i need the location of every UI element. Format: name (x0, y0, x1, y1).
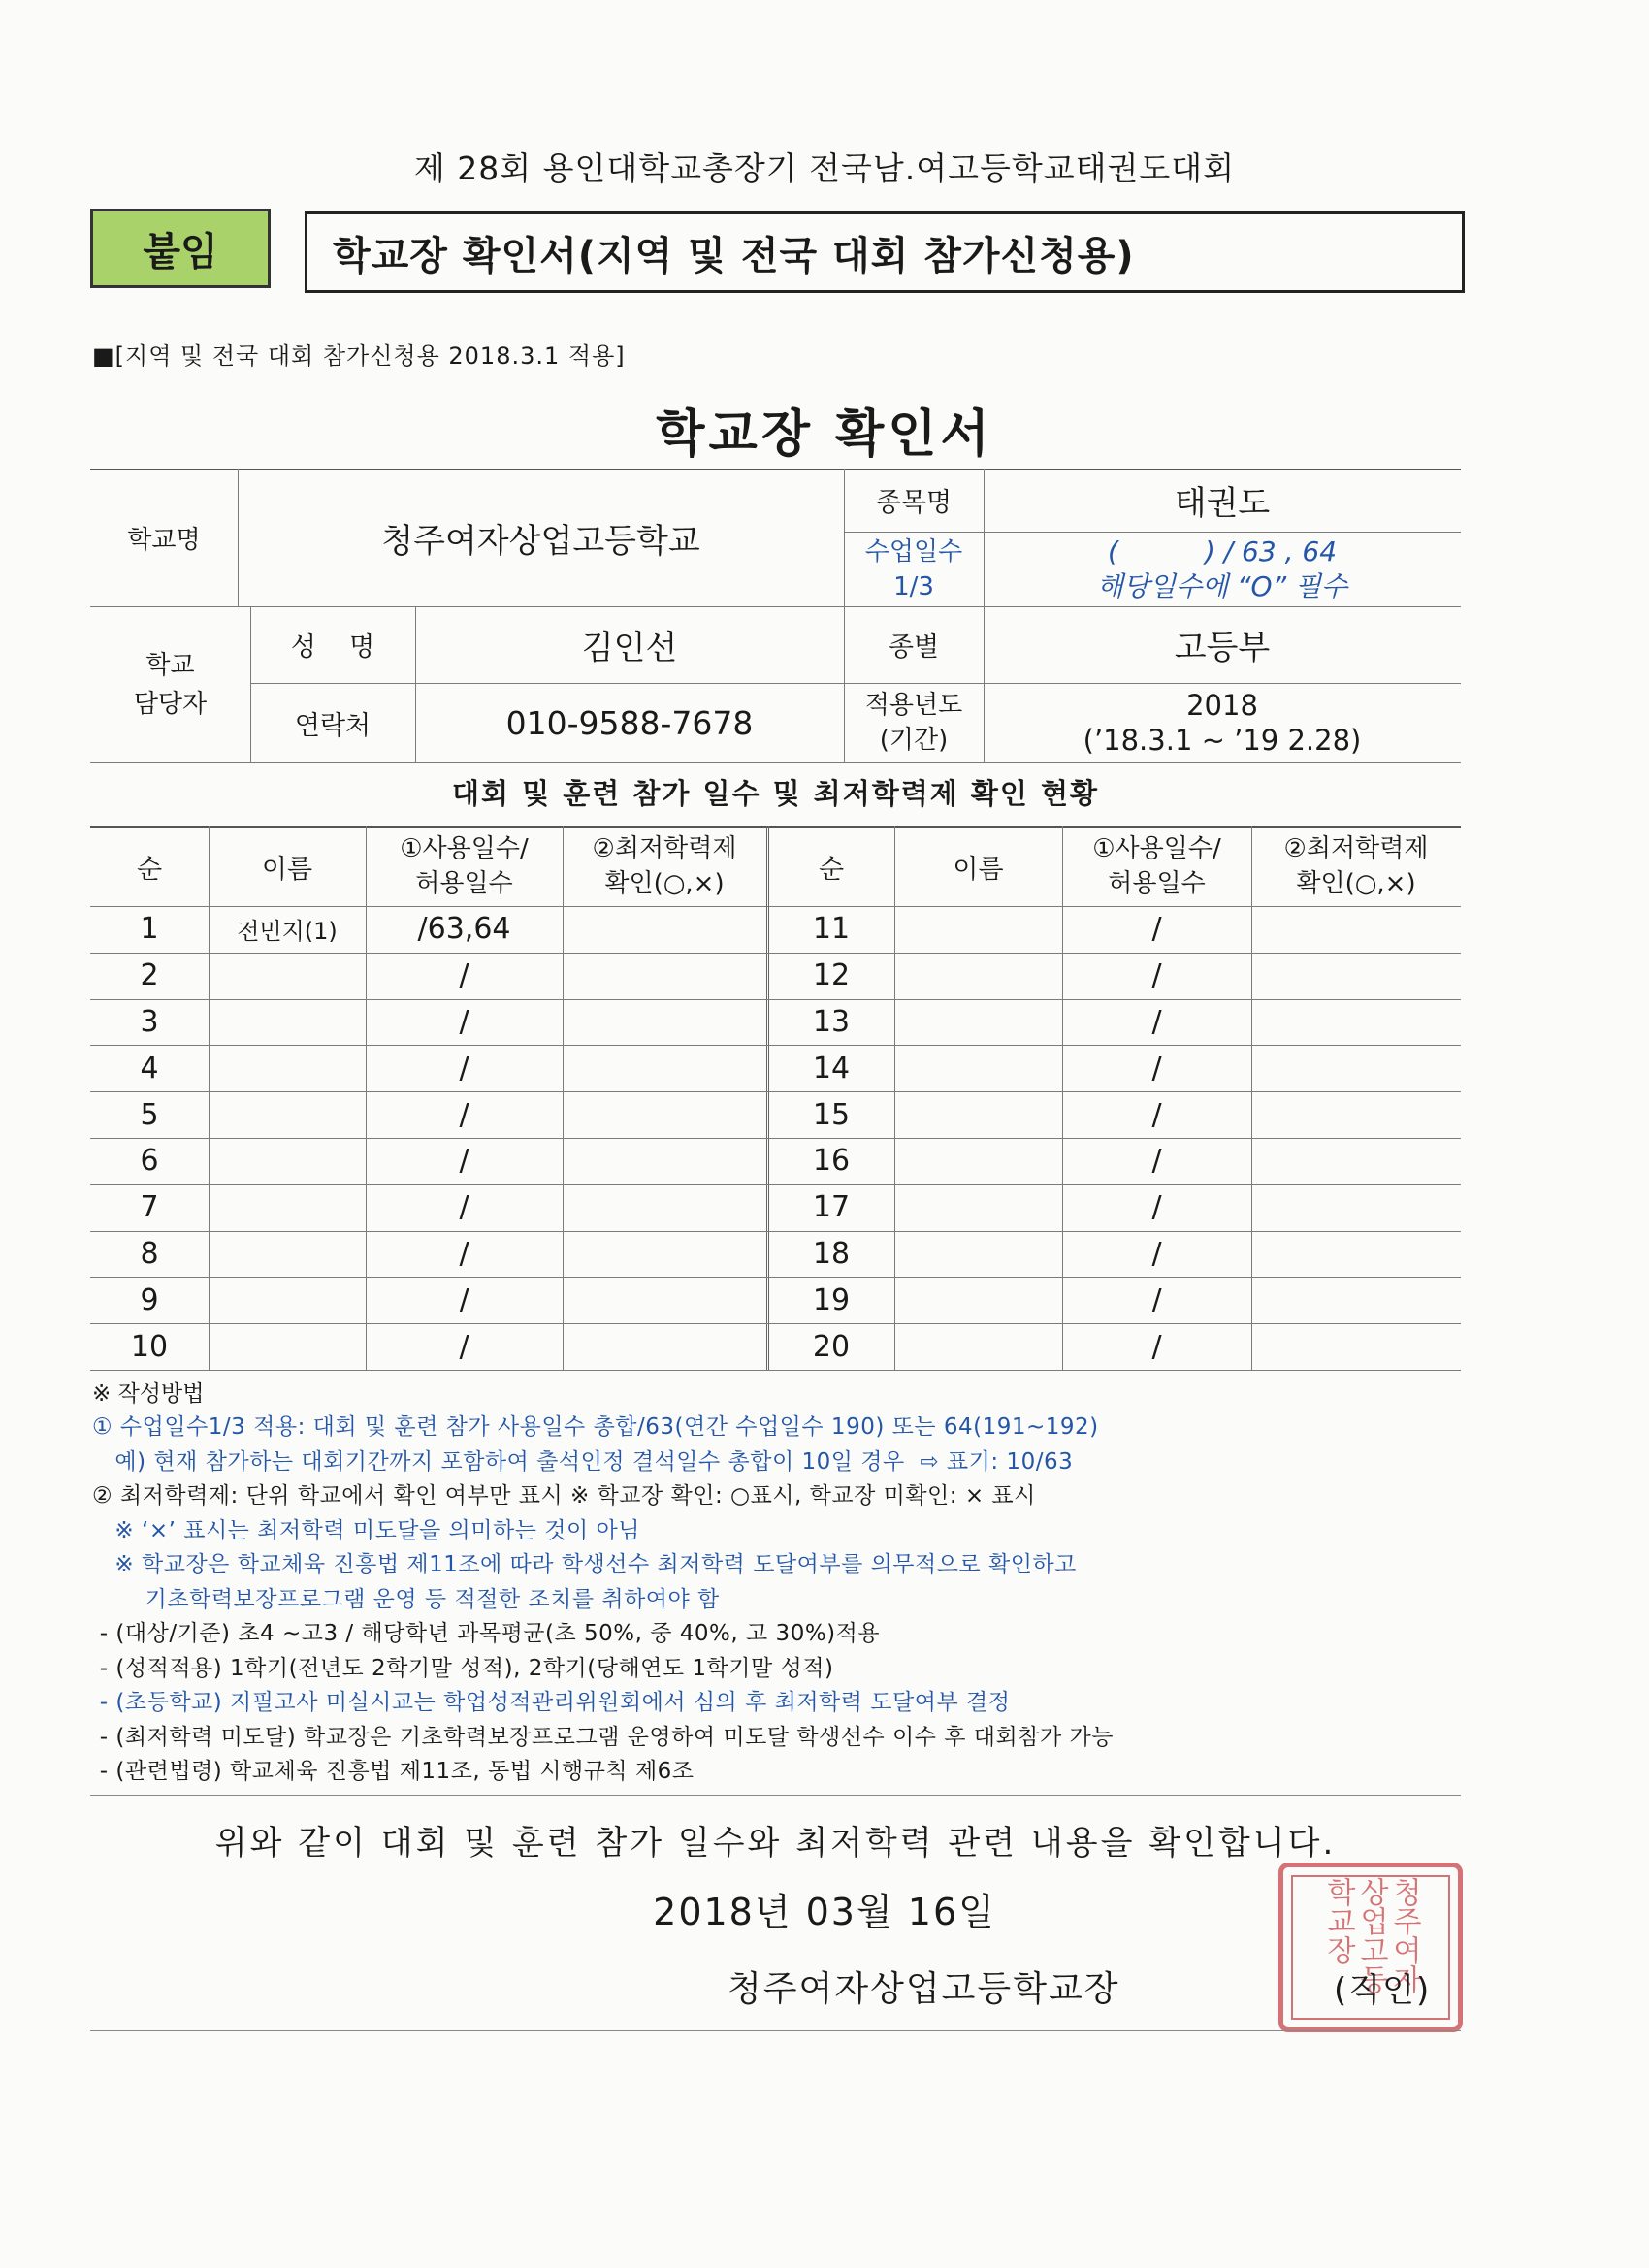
manager-label-line1: 학교 (146, 650, 195, 680)
year-label-line2: (기간) (879, 726, 949, 755)
row-9-check (563, 1277, 766, 1323)
box-title: 학교장 확인서(지역 및 전국 대회 참가신청용) (305, 211, 1465, 293)
class-days-label-line1: 수업일수 (864, 536, 963, 567)
row-8-no: 8 (140, 1236, 159, 1271)
form-title: 학교장 확인서 (656, 405, 993, 464)
class-days-value-line1: ( ) / 63 , 64 (1107, 535, 1338, 567)
row-19-name (894, 1277, 1062, 1323)
row-9-name (209, 1277, 366, 1323)
col-check-right-line1: ②최저학력제 (1283, 834, 1429, 863)
note-line-7: - (대상/기준) 초4 ~고3 / 해당학년 과목평균(초 50%, 중 40%, 고 30%)적용 (92, 1621, 881, 1646)
row-18-check (1251, 1231, 1461, 1278)
row-20-name (894, 1323, 1062, 1370)
class-days-label-line2: 1/3 (893, 571, 934, 601)
year-value-line2: (’18.3.1 ~ ’19 2.28) (1083, 724, 1362, 757)
class-days-value-line2: 해당일수에 “O” 필수 (1096, 569, 1348, 602)
note-line-4: ※ ‘×’ 표시는 최저학력 미도달을 의미하는 것이 아님 (92, 1517, 640, 1543)
row-16-name (894, 1138, 1062, 1184)
row-18-name (894, 1231, 1062, 1278)
note-line-10: - (최저학력 미도달) 학교장은 기초학력보장프로그램 운영하여 미도달 학생선수 이수 후 대회참가 가능 (92, 1724, 1114, 1750)
row-8-check (563, 1231, 766, 1278)
row-1-no: 1 (140, 912, 159, 947)
row-12-name (894, 953, 1062, 999)
row-15-no: 15 (812, 1097, 851, 1132)
row-15-name (894, 1091, 1062, 1138)
row-12-no: 12 (812, 958, 851, 993)
name-label: 성 명 (290, 632, 375, 663)
row-8-days: / (459, 1236, 469, 1271)
confirm-statement: 위와 같이 대회 및 훈련 참가 일수와 최저학력 관련 내용을 확인합니다. (214, 1824, 1337, 1863)
seal-label: (직인) (1334, 1971, 1432, 2010)
notes-heading: ※ 작성방법 (92, 1381, 205, 1407)
row-3-days: / (459, 1004, 469, 1039)
row-20-no: 20 (812, 1329, 851, 1364)
col-days-right-line1: ①사용일수/ (1092, 834, 1221, 863)
note-line-8: - (성적적용) 1학기(전년도 2학기말 성적), 2학기(당해연도 1학기말 성적) (92, 1655, 834, 1681)
row-4-name (209, 1045, 366, 1091)
row-16-no: 16 (812, 1144, 851, 1179)
row-11-days: / (1151, 912, 1162, 947)
col-days-left (366, 826, 563, 906)
manager-label (90, 606, 250, 762)
row-13-days: / (1151, 1004, 1162, 1039)
row-17-check (1251, 1184, 1461, 1231)
row-6-no: 6 (140, 1144, 159, 1179)
row-3-check (563, 999, 766, 1046)
year-value (984, 683, 1461, 762)
row-3-no: 3 (140, 1004, 159, 1039)
row-19-days: / (1151, 1282, 1162, 1317)
row-13-no: 13 (812, 1004, 851, 1039)
status-title: 대회 및 훈련 참가 일수 및 최저학력제 확인 현황 (451, 777, 1100, 810)
row-7-days: / (459, 1190, 469, 1225)
year-label (844, 683, 984, 762)
note-line-3: ② 최저학력제: 단위 학교에서 확인 여부만 표시 ※ 학교장 확인: ○표시, 학교장 미확인: × 표시 (92, 1483, 1036, 1508)
note-line-6: 기초학력보장프로그램 운영 등 적절한 조치를 취하여야 함 (92, 1586, 720, 1612)
col-name-left: 이름 (261, 854, 313, 885)
row-5-name (209, 1091, 366, 1138)
row-16-days: / (1151, 1144, 1162, 1179)
col-days-right (1062, 826, 1251, 906)
class-days-label (844, 532, 984, 606)
col-days-left-line1: ①사용일수/ (400, 834, 529, 863)
row-16-check (1251, 1138, 1461, 1184)
note-line-5: ※ 학교장은 학교체육 진흥법 제11조에 따라 학생선수 최저학력 도달여부를 의무적으로 확인하고 (92, 1552, 1077, 1577)
row-14-check (1251, 1045, 1461, 1091)
year-label-line1: 적용년도 (864, 691, 963, 720)
row-6-check (563, 1138, 766, 1184)
row-6-days: / (459, 1144, 469, 1179)
row-1-days: /63,64 (417, 912, 511, 947)
division-value: 고등부 (1174, 629, 1271, 667)
row-18-no: 18 (812, 1236, 851, 1271)
row-10-days: / (459, 1329, 469, 1364)
name-value: 김인선 (581, 629, 678, 667)
row-14-days: / (1151, 1051, 1162, 1085)
row-19-check (1251, 1277, 1461, 1323)
principal-name: 청주여자상업고등학교장 (728, 1969, 1120, 2009)
school-value: 청주여자상업고등학교 (381, 521, 700, 561)
col-check-left-line1: ②최저학력제 (592, 834, 737, 863)
form-subtitle: ■[지역 및 전국 대회 참가신청용 2018.3.1 적용] (92, 342, 626, 370)
attachment-badge: 붙임 (90, 209, 271, 288)
class-days-value (984, 532, 1461, 606)
row-17-name (894, 1184, 1062, 1231)
sport-label: 종목명 (875, 488, 953, 518)
col-name-right: 이름 (953, 854, 1004, 885)
row-13-check (1251, 999, 1461, 1046)
division-label: 종별 (888, 632, 940, 663)
contact-label: 연락처 (294, 710, 372, 741)
col-check-left-line2: 확인(○,×) (604, 869, 725, 898)
row-1-name: 전민지(1) (237, 918, 338, 946)
row-2-check (563, 953, 766, 999)
row-11-check (1251, 906, 1461, 953)
row-11-name (894, 906, 1062, 953)
contact-value: 010-9588-7678 (505, 703, 754, 742)
row-3-name (209, 999, 366, 1046)
row-7-check (563, 1184, 766, 1231)
row-11-no: 11 (812, 912, 851, 947)
row-14-no: 14 (812, 1051, 851, 1085)
row-20-check (1251, 1323, 1461, 1370)
row-9-no: 9 (140, 1282, 159, 1317)
row-6-name (209, 1138, 366, 1184)
row-10-name (209, 1323, 366, 1370)
row-17-no: 17 (812, 1190, 851, 1225)
row-10-no: 10 (130, 1329, 169, 1364)
confirm-date: 2018년 03월 16일 (653, 1891, 996, 1933)
row-1-check (563, 906, 766, 953)
manager-label-line2: 담당자 (133, 689, 208, 719)
note-line-1: ① 수업일수1/3 적용: 대회 및 훈련 참가 사용일수 총합/63(연간 수업일수 190) 또는 64(191~192) (92, 1414, 1099, 1440)
row-15-check (1251, 1091, 1461, 1138)
row-4-days: / (459, 1051, 469, 1085)
row-5-no: 5 (140, 1097, 159, 1132)
row-12-check (1251, 953, 1461, 999)
col-no-left: 순 (136, 854, 163, 885)
row-20-days: / (1151, 1329, 1162, 1364)
row-4-no: 4 (140, 1051, 159, 1085)
row-13-name (894, 999, 1062, 1046)
row-2-no: 2 (140, 958, 159, 993)
event-title: 제 28회 용인대학교총장기 전국남.여고등학교태권도대회 (413, 149, 1236, 187)
row-8-name (209, 1231, 366, 1278)
col-check-right (1251, 826, 1461, 906)
row-5-check (563, 1091, 766, 1138)
row-18-days: / (1151, 1236, 1162, 1271)
stamp-text: 청주여자상업고등학교장 (1291, 1875, 1450, 2020)
note-line-9: - (초등학교) 지필고사 미실시교는 학업성적관리위원회에서 심의 후 최저학력 도달여부 결정 (92, 1690, 1011, 1715)
col-check-left (563, 826, 766, 906)
year-value-line1: 2018 (1186, 689, 1258, 722)
col-no-right: 순 (818, 854, 845, 885)
row-9-days: / (459, 1282, 469, 1317)
row-2-days: / (459, 958, 469, 993)
note-line-11: - (관련법령) 학교체육 진흥법 제11조, 동법 시행규칙 제6조 (92, 1759, 695, 1784)
school-label: 학교명 (127, 525, 201, 555)
row-7-no: 7 (140, 1190, 159, 1225)
row-15-days: / (1151, 1097, 1162, 1132)
row-14-name (894, 1045, 1062, 1091)
note-line-2: 예) 현재 참가하는 대회기간까지 포함하여 출석인정 결석일수 총합이 10일 경우 ⇨ 표기: 10/63 (92, 1448, 1074, 1474)
sport-value: 태권도 (1174, 484, 1271, 523)
row-19-no: 19 (812, 1282, 851, 1317)
row-17-days: / (1151, 1190, 1162, 1225)
col-check-right-line2: 확인(○,×) (1296, 869, 1416, 898)
col-days-left-line2: 허용일수 (415, 869, 513, 898)
row-5-days: / (459, 1097, 469, 1132)
row-4-check (563, 1045, 766, 1091)
row-2-name (209, 953, 366, 999)
row-10-check (563, 1323, 766, 1370)
row-12-days: / (1151, 958, 1162, 993)
col-days-right-line2: 허용일수 (1108, 869, 1206, 898)
row-7-name (209, 1184, 366, 1231)
